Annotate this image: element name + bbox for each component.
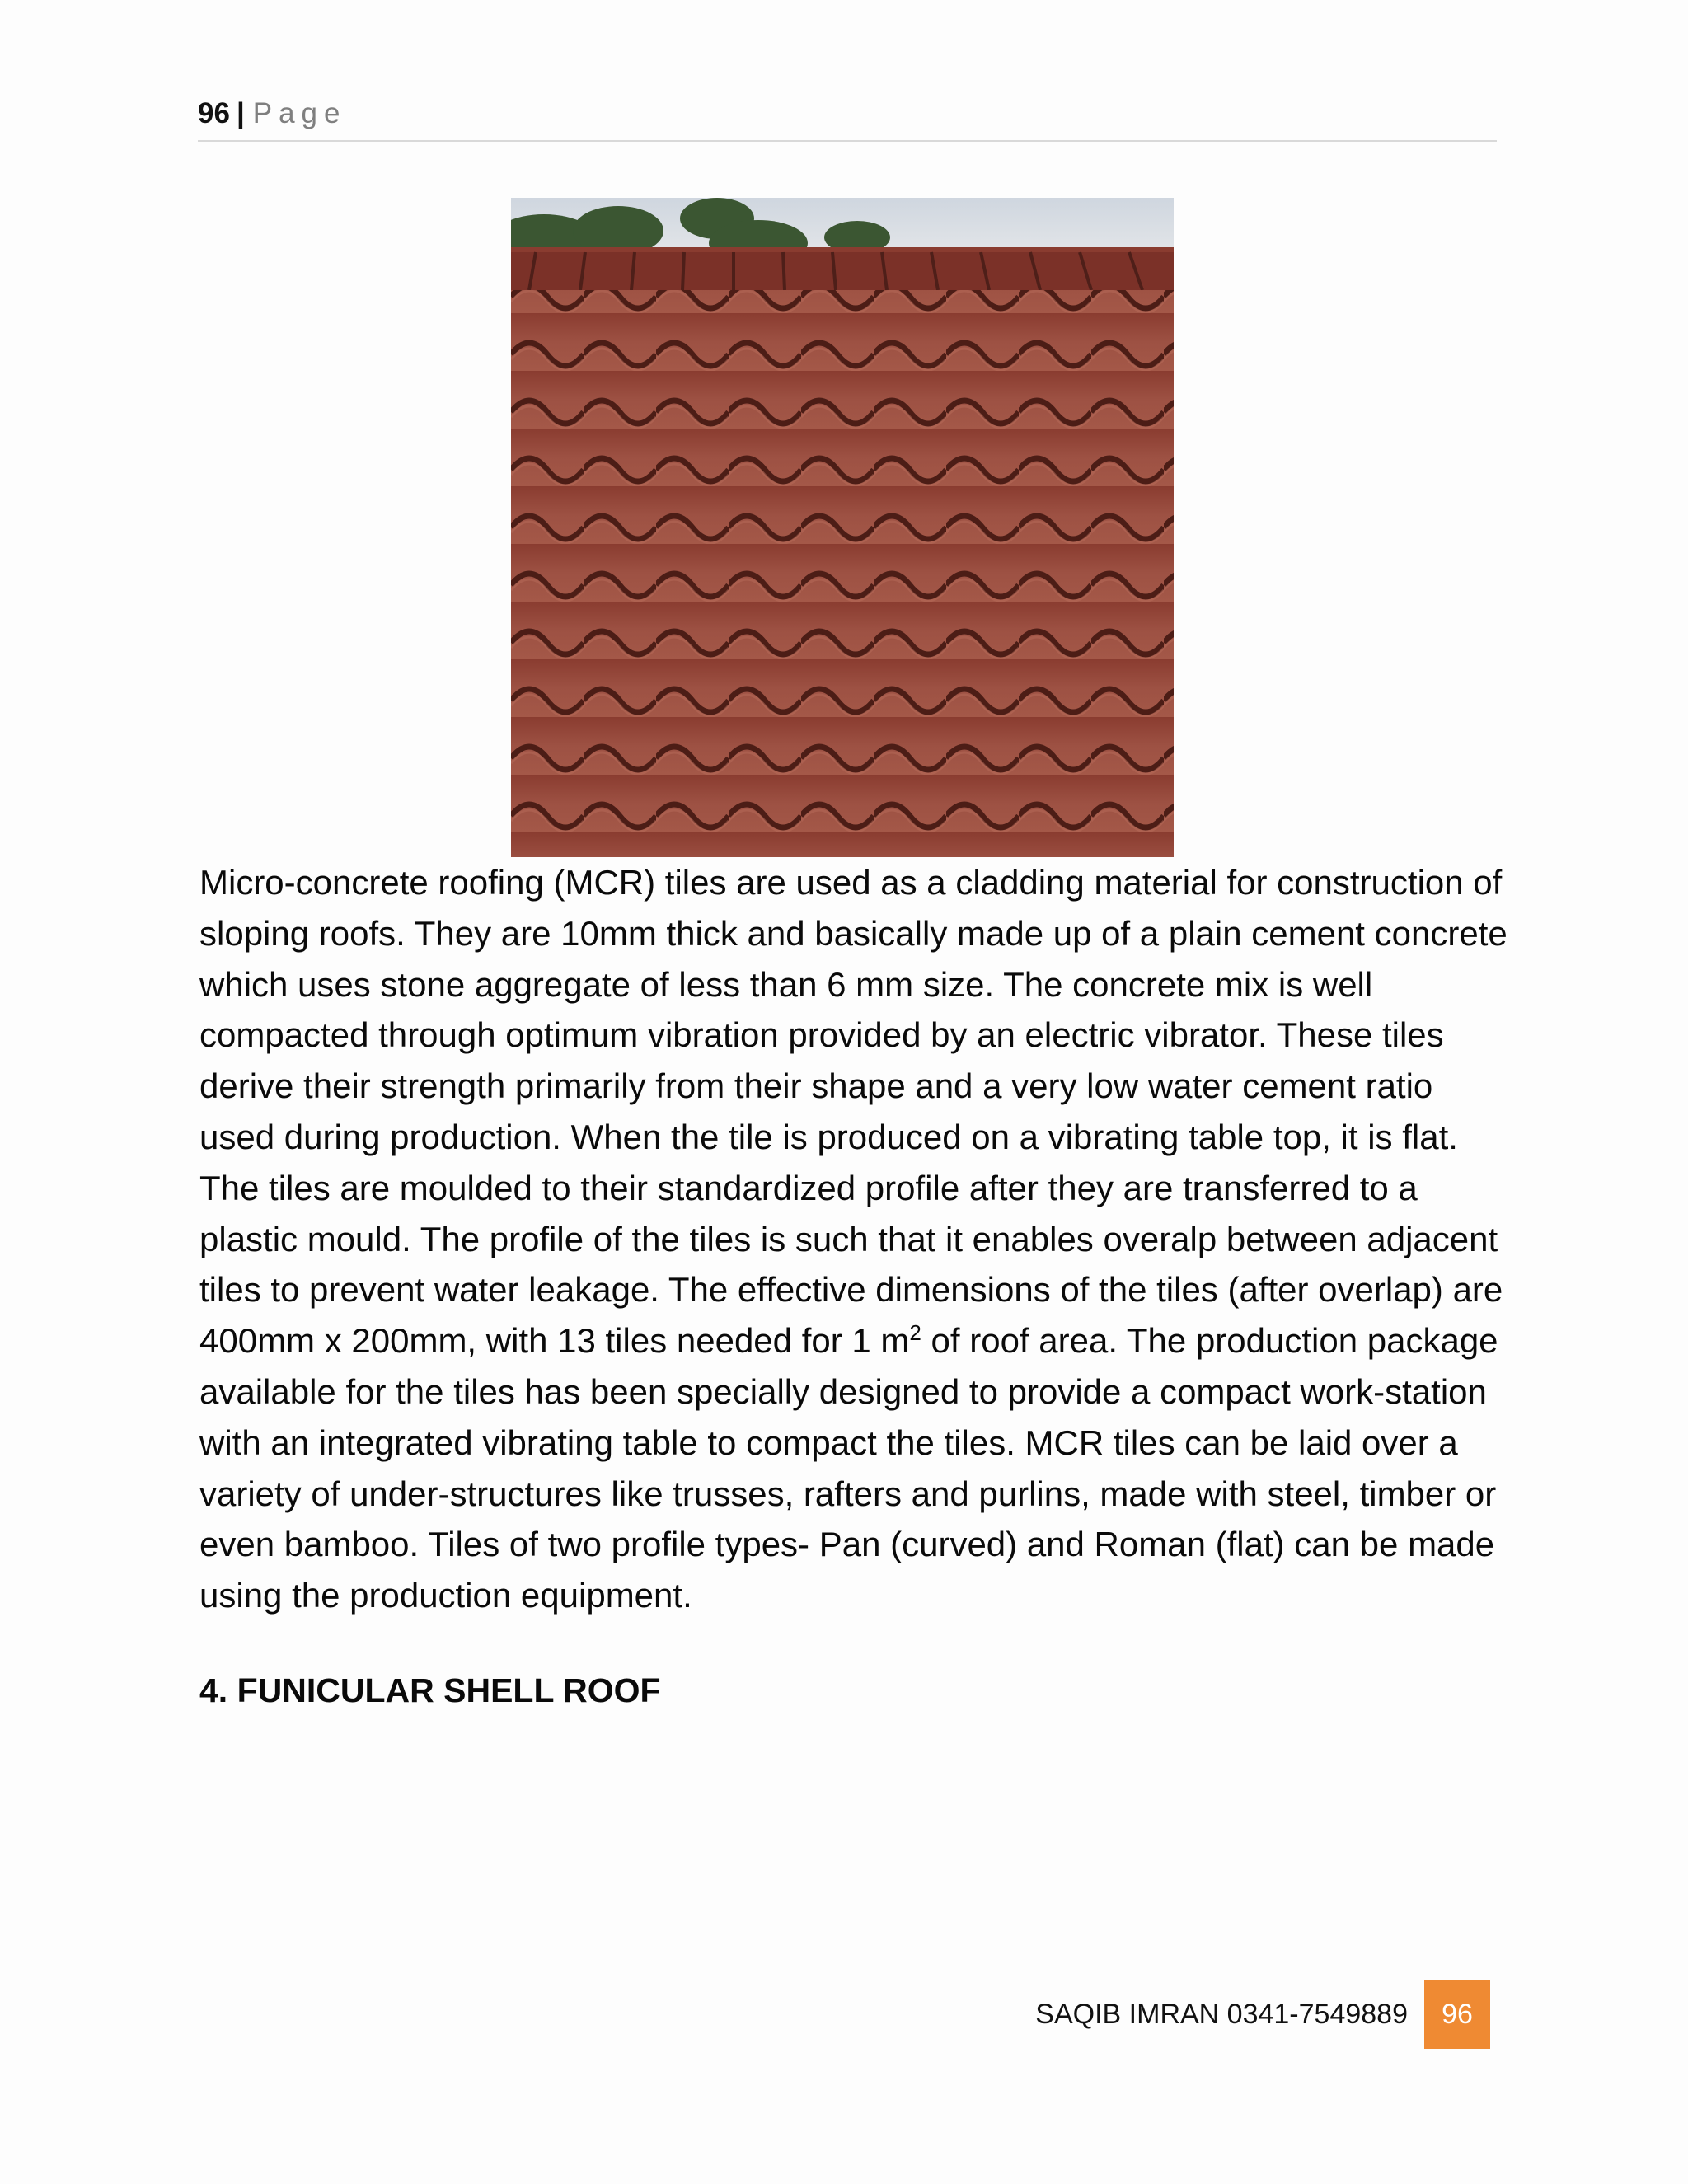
header-page-number: 96 [198,97,230,129]
roof-tiles-photo [511,198,1174,857]
squared-superscript: 2 [909,1320,921,1346]
section-heading: 4. FUNICULAR SHELL ROOF [199,1671,661,1709]
ridge-tiles [511,252,1174,290]
footer-author: SAQIB IMRAN 0341-7549889 [1035,1998,1408,2030]
footer-page-badge: 96 [1424,1980,1490,2049]
header-page-label: Page [252,97,347,129]
body-paragraph-part2: of roof area. The production package available for the tiles has been specially designed to provide a compact work-station with an integrated vibrating table to compact the tiles. MCR tiles can be laid over a variety of under-structures like trusses, rafters and purlins, made with steel, timber or even bamboo. Tiles of two profile types- Pan (curved) and Roman (flat) can be made using the production equipment. [199,1321,1498,1615]
body-paragraph [199,857,1510,1621]
header-separator: | [236,97,245,129]
body-paragraph-part1: Micro-concrete roofing (MCR) tiles are used as a cladding material for construction of sloping roofs. They are 10mm thick and basically made up of a plain cement concrete which uses stone aggregate of less than 6 mm size. The concrete mix is well compacted through optimum vibration provided by an electric vibrator. These tiles derive their strength primarily from their shape and a very low water cement ratio used during production. When the tile is produced on a vibrating table top, it is flat. The tiles are moulded to their standardized profile after they are transferred to a plastic mould. The profile of the tiles is such that it enables overalp between adjacent tiles to prevent water leakage. The effective dimensions of the tiles (after overlap) are 400mm x 200mm, with 13 tiles needed for 1 m [199,863,1507,1361]
page-header [198,97,1497,142]
page-footer [1035,1980,1490,2049]
